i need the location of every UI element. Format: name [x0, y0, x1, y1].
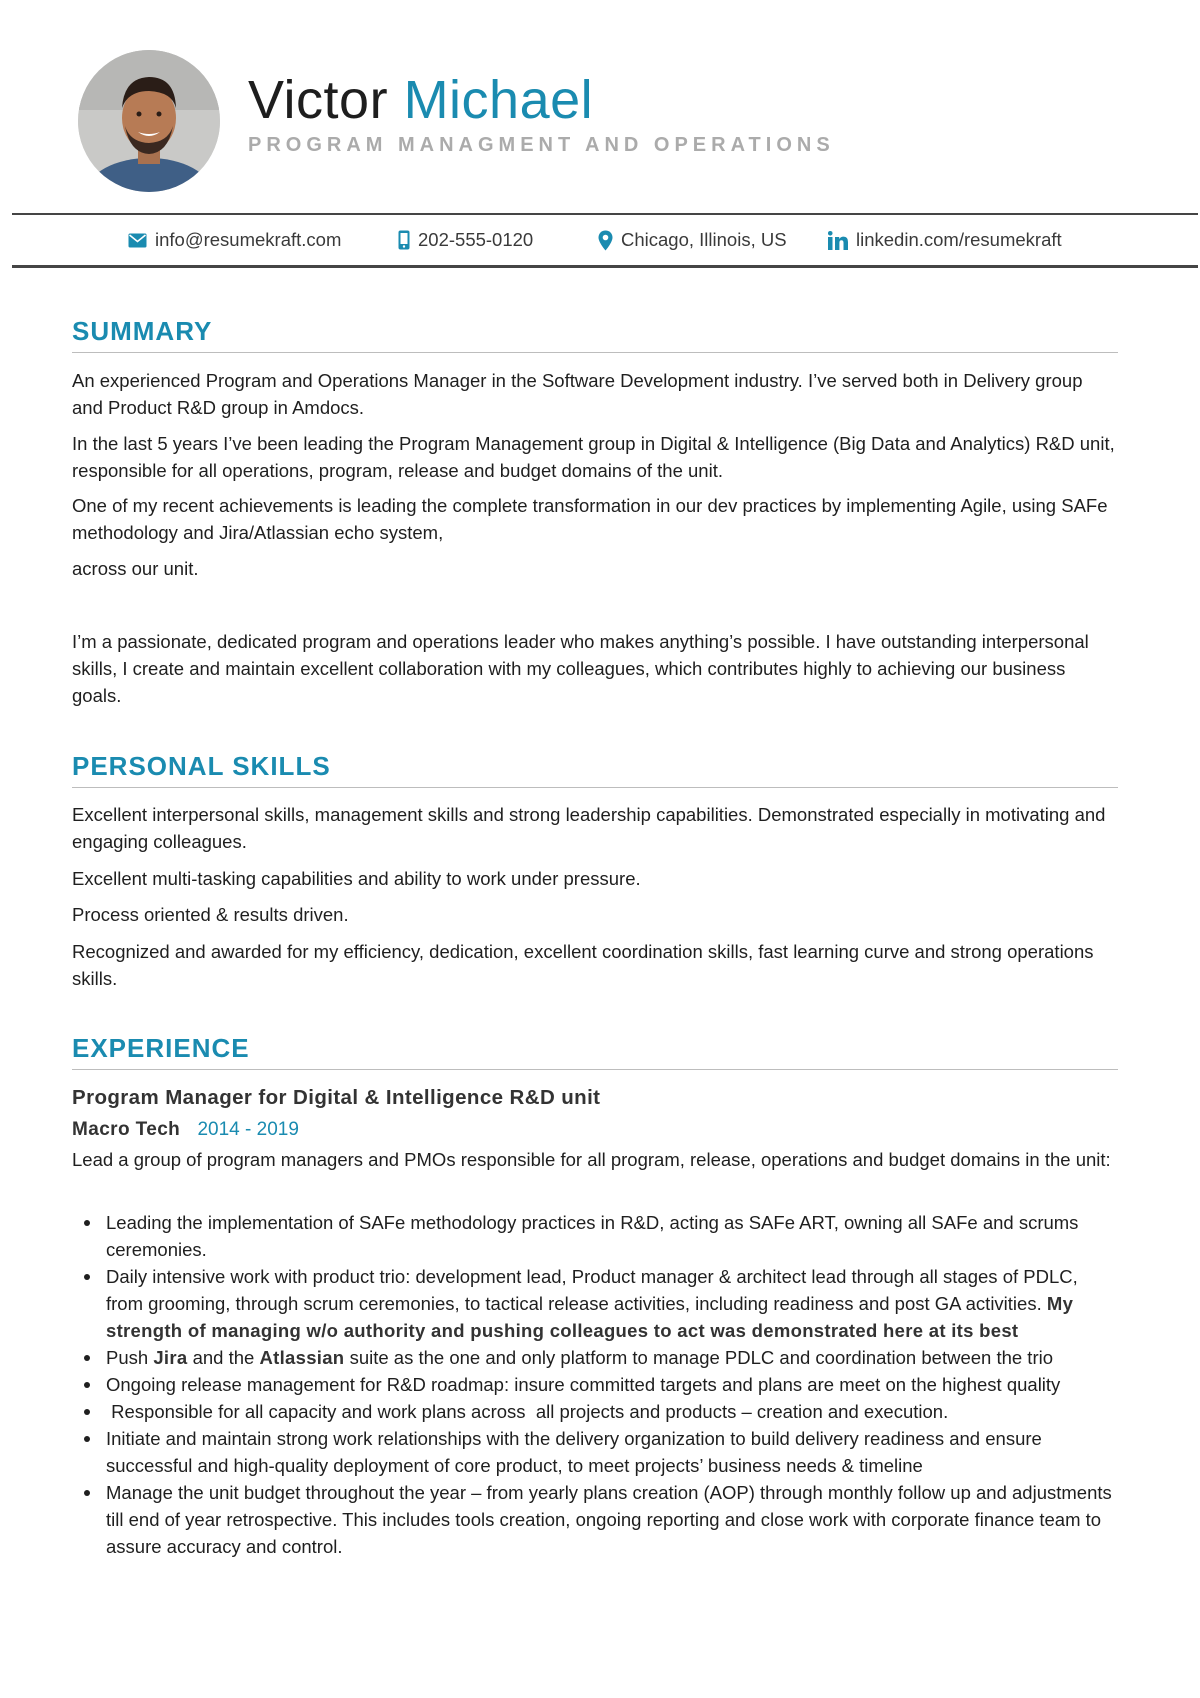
- first-name: Victor: [248, 70, 389, 130]
- bullet-text: and the: [192, 1347, 255, 1368]
- phone-text: 202-555-0120: [418, 229, 534, 250]
- bullet-text: Daily intensive work with product trio: development lead, Product manager & architect lead through all stages of PDLC, from grooming, through scrum ceremonies, to tactical release activities, including readiness and post GA activities.: [106, 1266, 1078, 1314]
- list-item: [72, 1371, 1118, 1398]
- summary-heading: SUMMARY: [72, 316, 213, 346]
- list-item: [72, 1344, 1118, 1371]
- skill-item: Recognized and awarded for my efficiency, dedication, excellent coordination skills, fast learning curve and strong operations skills.: [72, 941, 1094, 989]
- contact-phone[interactable]: [398, 215, 533, 265]
- contact-bar: [12, 213, 1198, 268]
- bullet-dot: [84, 1490, 90, 1496]
- skill-item: Excellent interpersonal skills, management skills and strong leadership capabilities. Demonstrated especially in motivating and engaging colleagues.: [72, 804, 1106, 852]
- contact-location: [598, 215, 787, 265]
- last-name: Michael: [403, 70, 594, 130]
- bullet-dot: [84, 1382, 90, 1388]
- employment-dates: 2014 - 2019: [197, 1119, 299, 1140]
- linkedin-icon: [828, 231, 848, 250]
- bullet-text: Initiate and maintain strong work relationships with the delivery organization to build delivery readiness and ensure successful and high-quality deployment of core product, to meet projects’ business needs & timeline: [106, 1428, 1042, 1476]
- location-text: Chicago, Illinois, US: [621, 229, 787, 250]
- company-name: Macro Tech: [72, 1119, 181, 1140]
- contact-linkedin[interactable]: [828, 215, 1062, 265]
- list-item: [72, 1398, 1118, 1425]
- job-bullets: [72, 1209, 1118, 1560]
- bullet-text: Ongoing release management for R&D roadmap: insure committed targets and plans are meet on the highest quality: [106, 1374, 1061, 1395]
- email-text: info@resumekraft.com: [155, 229, 342, 250]
- bullet-text: suite as the one and only platform to manage PDLC and coordination between the trio: [349, 1347, 1054, 1368]
- bullet-text: Leading the implementation of SAFe methodology practices in R&D, acting as SAFe ART, owning all SAFe and scrums ceremonies.: [106, 1212, 1079, 1260]
- bullet-dot: [84, 1274, 90, 1280]
- summary-paragraph-5: I’m a passionate, dedicated program and operations leader who makes anything’s possible. I have outstanding interpersonal skills, I create and maintain excellent collaboration with my colleagues, which contributes highly to achieving our business goals.: [72, 631, 1089, 706]
- company-line: [72, 1119, 299, 1141]
- summary-paragraph-2: In the last 5 years I’ve been leading the Program Management group in Digital & Intelligence (Big Data and Analytics) R&D unit, responsible for all operations, program, release and budget domains of the unit.: [72, 433, 1115, 481]
- list-item: [72, 1263, 1118, 1344]
- list-item: [72, 1209, 1118, 1263]
- summary-paragraph-4: across our unit.: [72, 558, 199, 579]
- list-item: [72, 1425, 1118, 1479]
- summary-paragraph-1: An experienced Program and Operations Manager in the Software Development industry. I’ve served both in Delivery group and Product R&D group in Amdocs.: [72, 370, 1083, 418]
- skills-divider: [72, 787, 1118, 788]
- job-title: Program Manager for Digital & Intelligence R&D unit: [72, 1086, 601, 1109]
- skills-heading: PERSONAL SKILLS: [72, 751, 331, 781]
- avatar: [78, 50, 220, 192]
- bullet-highlight: Jira: [153, 1347, 188, 1368]
- experience-heading: EXPERIENCE: [72, 1033, 250, 1063]
- bullet-dot: [84, 1409, 90, 1415]
- job-intro: Lead a group of program managers and PMOs responsible for all program, release, operations and budget domains in the unit:: [72, 1149, 1111, 1170]
- linkedin-text: linkedin.com/resumekraft: [856, 229, 1062, 250]
- bullet-text: Push: [106, 1347, 149, 1368]
- email-icon: [128, 233, 147, 248]
- bullet-text: Responsible for all capacity and work plans across all projects and products – creation and execution.: [106, 1401, 949, 1422]
- skill-item: Process oriented & results driven.: [72, 904, 349, 925]
- job-headline: PROGRAM MANAGMENT AND OPERATIONS: [248, 134, 835, 156]
- profile-photo: [78, 50, 220, 192]
- phone-icon: [398, 230, 410, 250]
- candidate-name: [248, 64, 593, 136]
- bullet-text: Manage the unit budget throughout the year – from yearly plans creation (AOP) through monthly follow up and adjustments till end of year retrospective. This includes tools creation, ongoing reporting and close work with corporate finance team to assure accuracy and control.: [106, 1482, 1112, 1557]
- bullet-dot: [84, 1436, 90, 1442]
- list-item: [72, 1479, 1118, 1560]
- summary-divider: [72, 352, 1118, 353]
- skill-item: Excellent multi-tasking capabilities and ability to work under pressure.: [72, 868, 641, 889]
- location-pin-icon: [598, 230, 613, 251]
- bullet-dot: [84, 1355, 90, 1361]
- summary-paragraph-3: One of my recent achievements is leading the complete transformation in our dev practices by implementing Agile, using SAFe methodology and Jira/Atlassian echo system,: [72, 495, 1108, 543]
- bullet-highlight: My strength of managing w/o authority and pushing colleagues to act was demonstrated here at its best: [106, 1293, 1074, 1341]
- bullet-dot: [84, 1220, 90, 1226]
- contact-email[interactable]: [128, 215, 341, 265]
- bullet-highlight: Atlassian: [259, 1347, 345, 1368]
- experience-divider: [72, 1069, 1118, 1070]
